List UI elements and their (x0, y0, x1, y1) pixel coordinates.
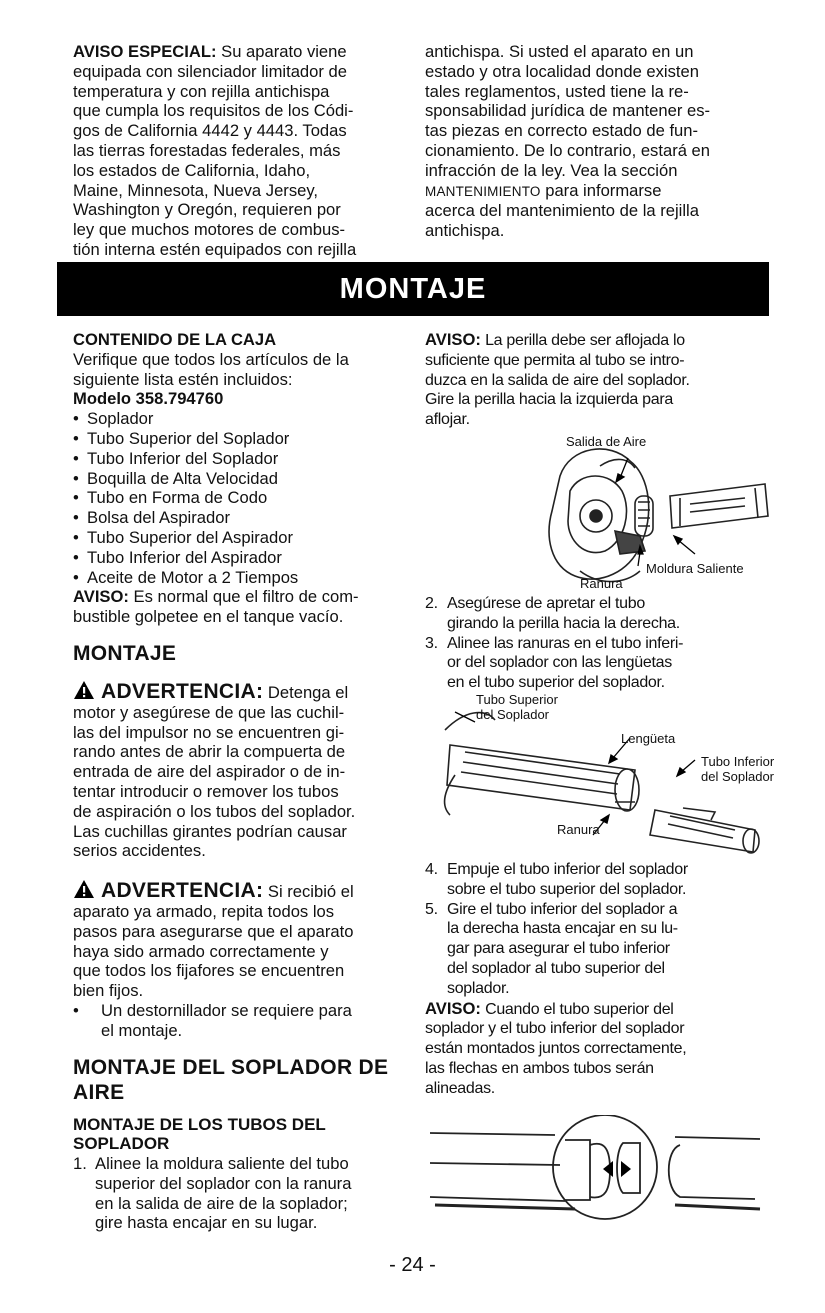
section-banner (57, 262, 769, 316)
text-line: Empuje el tubo inferior del soplador (447, 861, 688, 878)
label-raised-molding: Moldura Saliente (646, 561, 744, 576)
blower-assembly-title: MONTAJE DEL SOPLADOR DE (73, 1055, 389, 1079)
text-line: estado y otra localidad donde existen (425, 61, 699, 81)
text-line: tión interna estén equipados con rejilla (73, 239, 357, 259)
tubes-assembly-title: MONTAJE DE LOS TUBOS DEL (73, 1114, 326, 1134)
text-line: las flechas en ambos tubos serán (425, 1059, 654, 1077)
text-line: Gire el tubo inferior del soplador a (447, 900, 678, 918)
list-item (73, 1001, 418, 1021)
warning-icon (73, 680, 95, 700)
step-number: 3. (425, 634, 438, 652)
text-line: los estados de California, Idaho, (73, 160, 311, 180)
figure-air-outlet (540, 436, 772, 596)
text-line: la derecha hasta encajar en su lu- (447, 920, 678, 938)
text-line: tas piezas en correcto estado de fun- (425, 121, 699, 141)
step-item (425, 860, 770, 900)
text-line: Asegúrese de apretar el tubo (447, 595, 645, 612)
text-line: gire hasta encajar en su lugar. (95, 1213, 318, 1233)
text-line: gar para asegurar el tubo inferior (447, 940, 670, 958)
steps-right-top (425, 594, 770, 693)
text-line: equipada con silenciador limitador de (73, 61, 347, 81)
maintenance-reference: MANTENIMIENTO (425, 183, 541, 199)
step-item (425, 594, 770, 634)
special-notice-lead: AVISO ESPECIAL: (73, 42, 217, 61)
label-upper-tube: Tubo Superior (476, 692, 558, 707)
assembly-title: MONTAJE (73, 641, 177, 665)
text-line: para informarse (540, 180, 662, 200)
text-line: aflojar. (425, 411, 470, 429)
text-line: Las cuchillas girantes podrían causar (73, 821, 347, 841)
step-item (425, 900, 770, 999)
tool-list (73, 1001, 418, 1041)
label-slot: Ranura (557, 822, 600, 837)
text-line: infracción de la ley. Vea la sección (425, 160, 678, 180)
text-line: en la salida de aire de la soplador; (95, 1193, 348, 1213)
text-line: bien fijos. (73, 981, 144, 1001)
aligned-arrows-illustration (425, 1115, 770, 1225)
text-line: que todos los fijafores se encuentren (73, 961, 345, 981)
step-number: 2. (425, 595, 438, 612)
step-number: 4. (425, 861, 438, 878)
warning-icon (73, 879, 95, 899)
contents-list (73, 409, 418, 587)
text-line: Cuando el tubo superior del (480, 1000, 674, 1018)
steps-right-bottom (425, 860, 770, 1099)
text-line: están montados juntos correctamente, (425, 1040, 687, 1058)
text-line: siguiente lista estén incluidos: (73, 369, 293, 389)
text-line: rando antes de abrir la compuerta de (73, 742, 346, 762)
step-number: 1. (73, 1154, 87, 1174)
model-number: Modelo 358.794760 (73, 389, 224, 409)
banner-title: MONTAJE (339, 272, 487, 305)
text-line: temperatura y con rejilla antichispa (73, 81, 330, 101)
text-line: Es normal que el filtro de com- (128, 587, 359, 607)
step-number: 5. (425, 900, 438, 918)
text-line: Maine, Minnesota, Nueva Jersey, (73, 180, 319, 200)
text-line: pasos para asegurarse que el aparato (73, 921, 354, 941)
text-line: entrada de aire del aspirador o de in- (73, 762, 346, 782)
list-item: • Tubo Superior del Soplador (73, 429, 418, 449)
label-lower-tube-2: del Soplador (701, 769, 774, 784)
text-line: las del impulsor no se encuentren gi- (73, 722, 345, 742)
steps-left (73, 1154, 418, 1233)
text-line: cionamiento. De lo contrario, estará en (425, 140, 711, 160)
text-line: antichispa. (425, 221, 505, 241)
special-notice-left (73, 42, 418, 260)
list-item: • Tubo Inferior del Soplador (73, 449, 418, 469)
text-line: bustible golpetee en el tanque vacío. (73, 607, 344, 627)
label-tab: Lengüeta (621, 731, 676, 746)
text-line: or del soplador con las lengüetas (447, 654, 672, 672)
text-line: Alinee las ranuras en el tubo inferi- (447, 634, 684, 652)
text-line: Verifique que todos los artículos de la (73, 349, 349, 369)
label-air-outlet: Salida de Aire (566, 434, 647, 449)
text-line: motor y asegúrese de que las cuchil- (73, 702, 345, 722)
blower-assembly-title-cont: AIRE (73, 1080, 125, 1104)
step-item (73, 1154, 418, 1233)
contents-title: CONTENIDO DE LA CAJA (73, 330, 277, 349)
text-line: tentar introducir o remover los tubos (73, 781, 339, 801)
text-line: sponsabilidad jurídica de mantener es- (425, 101, 711, 121)
special-notice-right (425, 42, 770, 241)
list-item: • Tubo Superior del Aspirador (73, 528, 418, 548)
text-line: soplador. (447, 979, 510, 997)
warning-heading: ADVERTENCIA: (101, 679, 264, 703)
list-item: • Aceite de Motor a 2 Tiempos (73, 568, 418, 588)
text-line: de aspiración o los tubos del soplador. (73, 801, 356, 821)
text-line: suficiente que permita al tubo se intro- (425, 351, 685, 369)
warning-heading: ADVERTENCIA: (101, 879, 264, 903)
text-line: girando la perilla hacia la derecha. (447, 614, 680, 632)
text-line: en el tubo superior del soplador. (447, 674, 665, 692)
text-line: acerca del mantenimiento de la rejilla (425, 201, 699, 221)
label-upper-tube-2: del Soplador (476, 707, 549, 722)
notice-lead: AVISO: (425, 330, 481, 349)
text-line: Un destornillador se requiere para (101, 1000, 352, 1020)
text-line: Gire la perilla hacia la izquierda para (425, 391, 673, 409)
text-line: antichispa. Si usted el aparato en un (425, 42, 694, 61)
text-line: Detenga el (263, 682, 349, 702)
list-item-continued (73, 1021, 418, 1041)
text-line: que cumpla los requisitos de los Códi- (73, 101, 354, 121)
list-item: • Soplador (73, 409, 418, 429)
text-line: serios accidentes. (73, 841, 206, 861)
tubes-assembly-title-cont: SOPLADOR (73, 1134, 170, 1154)
list-item: • Tubo en Forma de Codo (73, 488, 418, 508)
list-item: • Boquilla de Alta Velocidad (73, 469, 418, 489)
right-column (425, 330, 770, 430)
figure-aligned-arrows (425, 1115, 770, 1225)
steps-list (425, 594, 770, 693)
text-line: Alinee la moldura saliente del tubo (95, 1154, 349, 1174)
text-line: aparato ya armado, repita todos los (73, 901, 335, 921)
text-line: alineadas. (425, 1079, 495, 1097)
notice-lead: AVISO: (73, 587, 129, 607)
text-line: tales reglamentos, usted tiene la re- (425, 81, 689, 101)
text-line: el montaje. (101, 1020, 183, 1040)
notice-lead: AVISO: (425, 998, 481, 1018)
text-line: duzca en la salida de aire del soplador. (425, 371, 690, 389)
text-line: La perilla debe ser aflojada lo (480, 332, 685, 349)
page-number: - 24 - (389, 1254, 436, 1276)
step-item (425, 634, 770, 693)
text-line: sobre el tubo superior del soplador. (447, 880, 687, 898)
left-column (73, 330, 418, 1233)
text-line: las tierras forestadas federales, más (73, 140, 341, 160)
figure-tube-connection (425, 690, 775, 855)
text-line: gos de California 4442 y 4443. Todas (73, 121, 347, 141)
text-line: soplador y el tubo inferior del soplador (425, 1020, 685, 1038)
text-line: del soplador al tubo superior del (447, 959, 665, 977)
steps-list (425, 860, 770, 999)
label-slot: Ranura (580, 576, 623, 591)
text-line: Si recibió el (263, 882, 354, 902)
text-line: superior del soplador con la ranura (95, 1173, 352, 1193)
label-lower-tube: Tubo Inferior (701, 754, 775, 769)
text-line: haya sido armado correctamente y (73, 941, 329, 961)
text-line: Su aparato viene (216, 42, 347, 61)
list-item: • Tubo Inferior del Aspirador (73, 548, 418, 568)
list-item: • Bolsa del Aspirador (73, 508, 418, 528)
text-line: Washington y Oregón, requieren por (73, 200, 341, 220)
text-line: ley que muchos motores de combus- (73, 220, 346, 240)
